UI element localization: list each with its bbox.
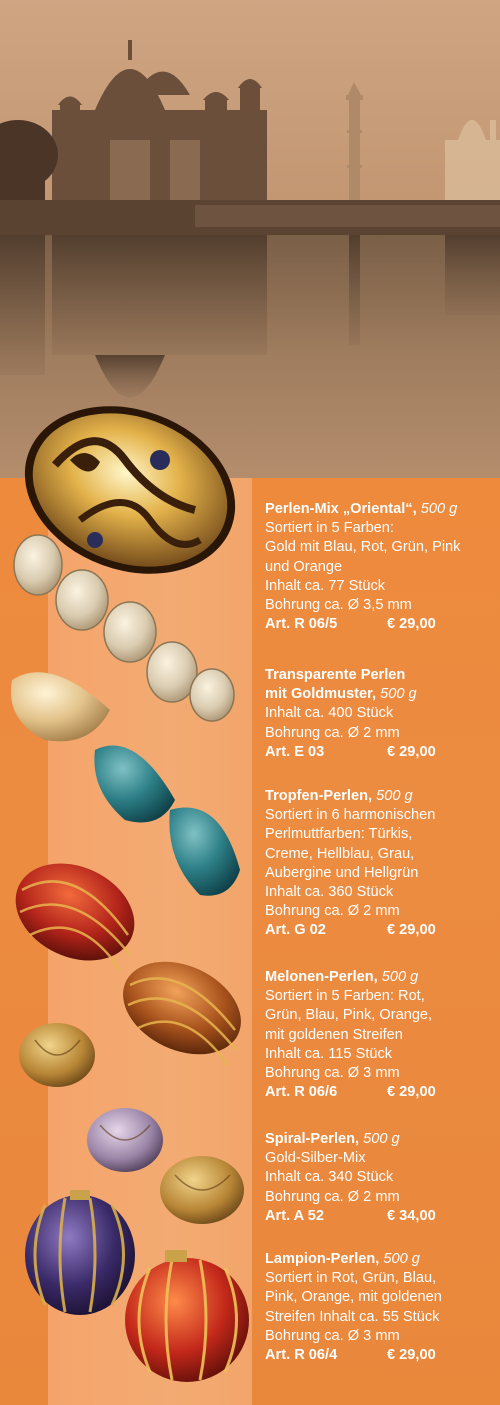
- price: € 29,00: [387, 616, 436, 633]
- product-title: Perlen-Mix „Oriental“,: [265, 501, 417, 517]
- price: € 34,00: [387, 1207, 436, 1224]
- product-detail-line: Sortiert in Rot, Grün, Blau,: [265, 1270, 437, 1287]
- product-transparente-perlen: [265, 666, 497, 762]
- article-number: Art. A 52: [265, 1207, 324, 1224]
- product-title: Transparente Perlen: [265, 667, 406, 683]
- product-detail-line: Gold mit Blau, Rot, Grün, Pink: [265, 539, 461, 556]
- product-weight: 500 g: [383, 1251, 420, 1267]
- price: € 29,00: [387, 1084, 436, 1101]
- product-detail-line: Sortiert in 5 Farben: Rot,: [265, 988, 425, 1005]
- price: € 29,00: [387, 1347, 436, 1364]
- product-detail-line: und Orange: [265, 558, 343, 575]
- bead-illustrations: [0, 390, 270, 1405]
- product-detail-line: Gold-Silber-Mix: [265, 1150, 366, 1167]
- product-tropfen-perlen: [265, 787, 497, 941]
- product-detail-line: Perlmuttfarben: Türkis,: [265, 826, 413, 843]
- product-detail-line: Sortiert in 6 harmonischen: [265, 807, 436, 824]
- product-detail-line: Inhalt ca. 360 Stück: [265, 884, 394, 901]
- product-detail-line: Pink, Orange, mit goldenen: [265, 1289, 442, 1306]
- product-title: Lampion-Perlen,: [265, 1251, 380, 1267]
- article-number: Art. R 06/5: [265, 616, 338, 633]
- product-detail-line: Bohrung ca. Ø 2 mm: [265, 724, 400, 741]
- product-detail-line: Aubergine und Hellgrün: [265, 864, 419, 881]
- product-title: Spiral-Perlen,: [265, 1131, 360, 1147]
- product-melonen-perlen: [265, 968, 497, 1102]
- product-spiral-perlen: [265, 1130, 497, 1226]
- product-weight: 500 g: [376, 788, 413, 804]
- product-detail-line: mit goldenen Streifen: [265, 1026, 403, 1043]
- product-detail-line: Inhalt ca. 340 Stück: [265, 1169, 394, 1186]
- price: € 29,00: [387, 922, 436, 939]
- product-title: Tropfen-Perlen,: [265, 788, 373, 804]
- article-number: Art. R 06/4: [265, 1347, 338, 1364]
- product-detail-line: Sortiert in 5 Farben:: [265, 520, 394, 537]
- article-number: Art. G 02: [265, 922, 326, 939]
- article-number: Art. E 03: [265, 743, 325, 760]
- product-detail-line: Bohrung ca. Ø 3,5 mm: [265, 597, 412, 614]
- product-detail-line: Inhalt ca. 400 Stück: [265, 705, 394, 722]
- article-number: Art. R 06/6: [265, 1084, 338, 1101]
- product-title: Melonen-Perlen,: [265, 969, 378, 985]
- price: € 29,00: [387, 743, 436, 760]
- product-detail-line: Creme, Hellblau, Grau,: [265, 845, 415, 862]
- product-detail-line: Grün, Blau, Pink, Orange,: [265, 1007, 433, 1024]
- product-detail-line: Inhalt ca. 115 Stück: [265, 1045, 393, 1062]
- product-detail-line: Inhalt ca. 77 Stück: [265, 577, 386, 594]
- product-weight: 500 g: [420, 501, 458, 517]
- product-detail-line: Bohrung ca. Ø 2 mm: [265, 903, 400, 920]
- product-weight: 500 g: [363, 1131, 400, 1147]
- product-detail-line: Bohrung ca. Ø 3 mm: [265, 1065, 400, 1082]
- product-detail-line: Bohrung ca. Ø 2 mm: [265, 1188, 400, 1205]
- product-detail-line: Streifen Inhalt ca. 55 Stück: [265, 1308, 440, 1325]
- product-weight: 500 g: [380, 686, 417, 703]
- product-lampion-perlen: [265, 1250, 497, 1365]
- product-title-line-2: mit Goldmuster,: [265, 686, 377, 703]
- product-perlen-mix-oriental: [265, 500, 497, 634]
- product-detail-line: Bohrung ca. Ø 3 mm: [265, 1327, 400, 1344]
- product-weight: 500 g: [381, 969, 419, 985]
